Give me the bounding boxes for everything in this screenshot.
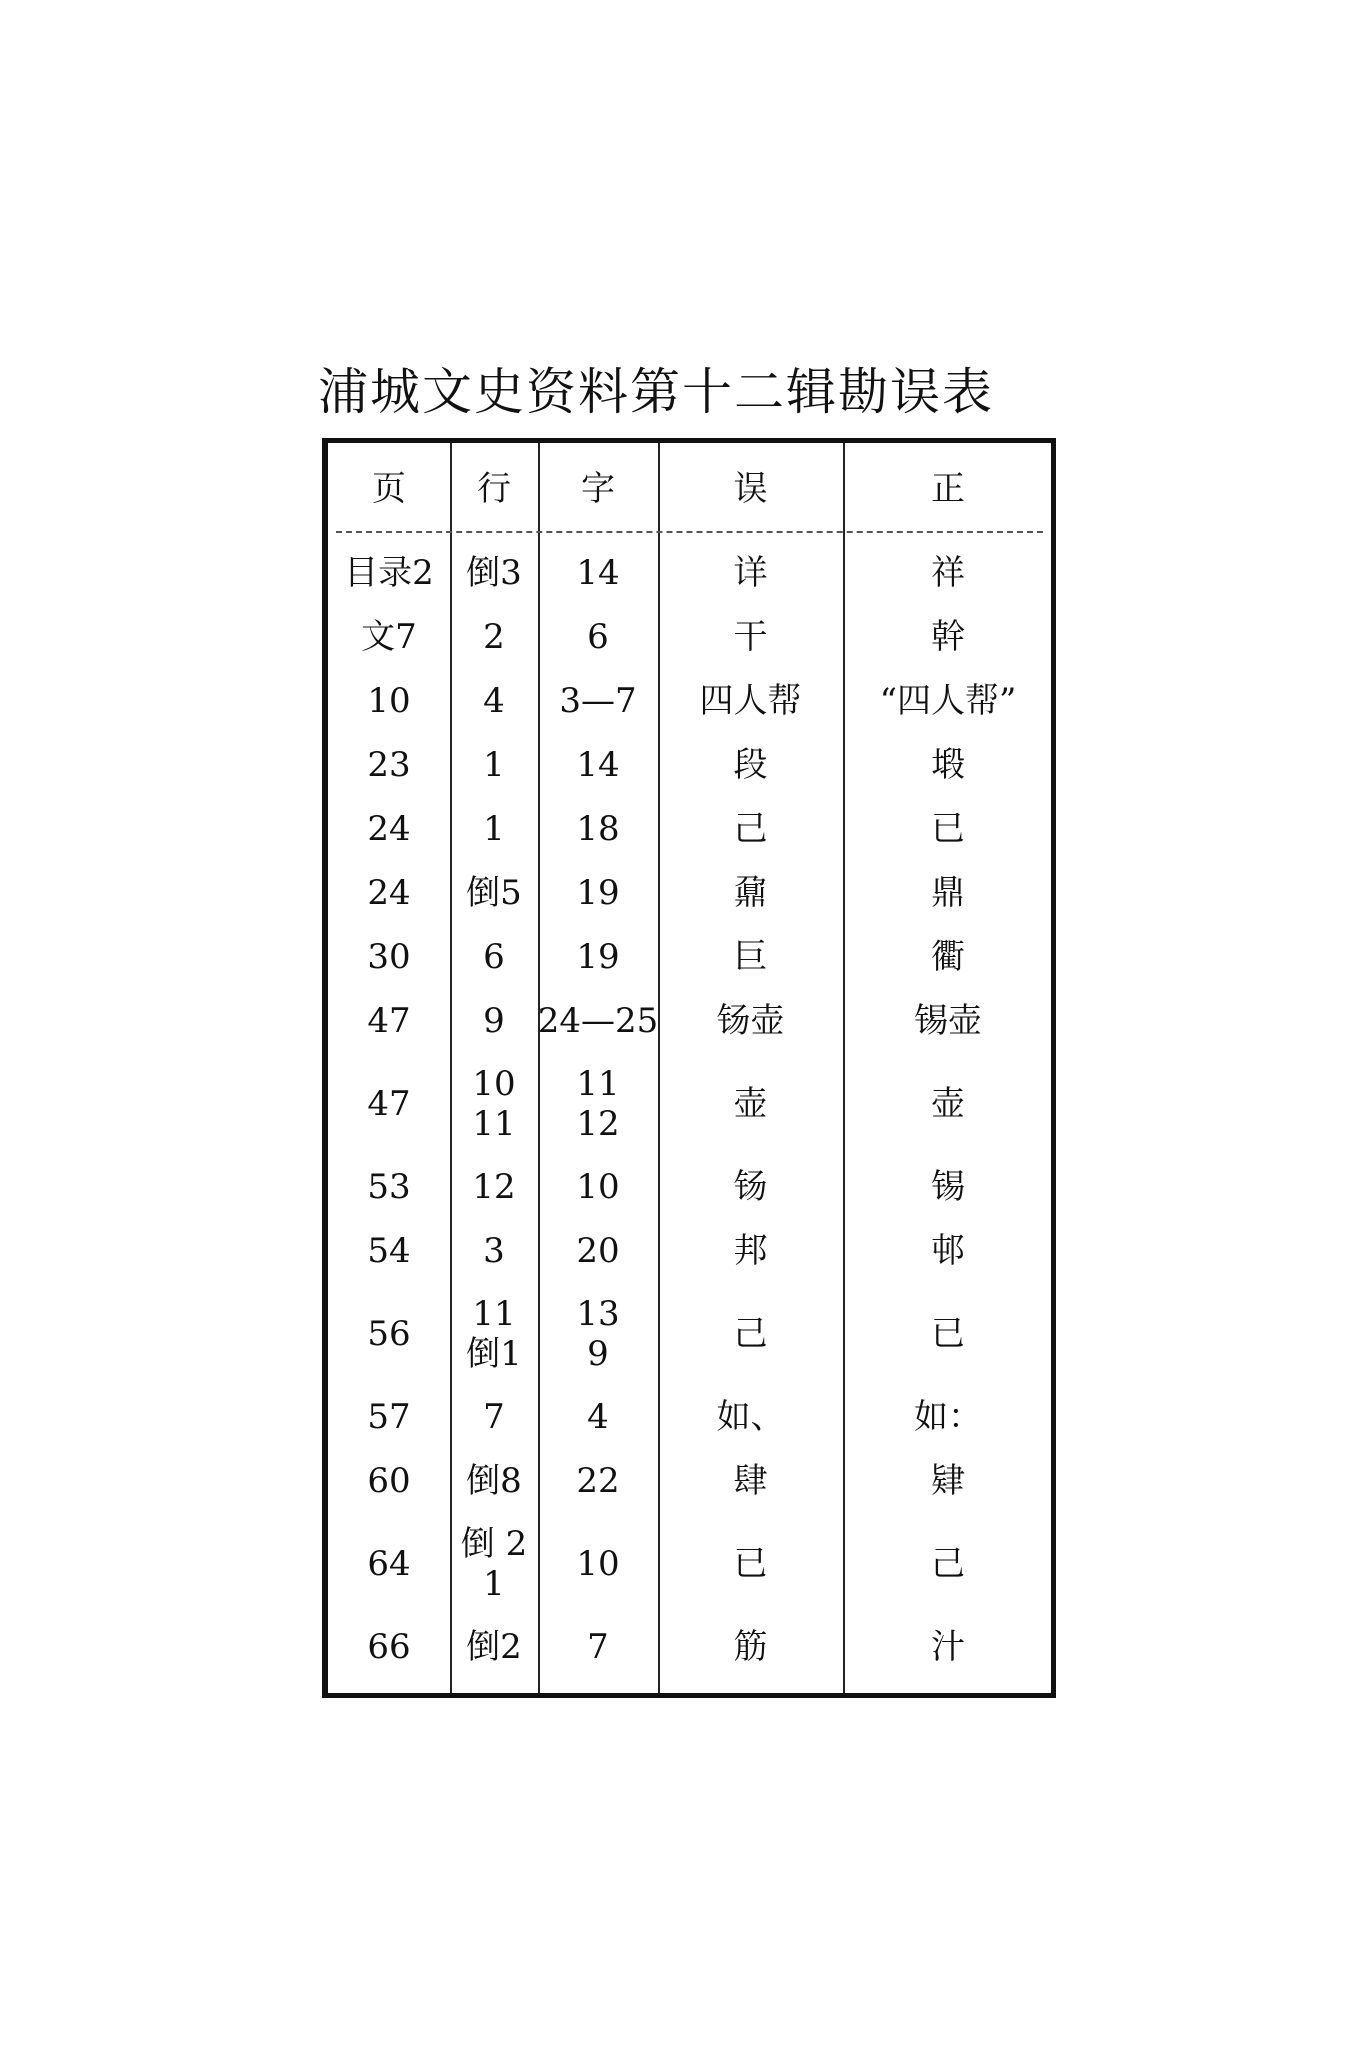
cell-page: 60	[367, 1461, 411, 1501]
cell-line: 倒 2 1	[460, 1524, 528, 1604]
header-separator	[336, 531, 1043, 533]
cell-right: 鼎	[931, 873, 965, 913]
cell-wrong: 钖壶	[716, 1001, 785, 1041]
cell-page: 56	[367, 1314, 411, 1354]
header-right: 正	[931, 468, 965, 509]
cell-wrong: 肆	[733, 1461, 768, 1501]
cell-right: 己	[931, 1544, 965, 1584]
header-wrong: 误	[733, 468, 768, 509]
cell-page: 54	[367, 1231, 411, 1271]
cell-line: 6	[483, 937, 505, 977]
cell-line: 2	[483, 617, 505, 657]
cell-page: 47	[367, 1084, 411, 1124]
errata-table	[322, 438, 1056, 1698]
cell-char: 20	[576, 1231, 620, 1271]
cell-right: 锡壶	[914, 1001, 982, 1041]
cell-wrong: 己	[733, 809, 768, 849]
cell-page: 10	[367, 681, 411, 721]
cell-page: 66	[367, 1627, 411, 1667]
cell-wrong: 鼐	[733, 873, 768, 913]
cell-page: 目录2	[344, 553, 434, 593]
cell-line: 倒5	[466, 873, 522, 913]
cell-page: 24	[367, 873, 411, 913]
cell-wrong: 四人帮	[699, 681, 802, 721]
cell-line: 倒3	[466, 553, 522, 593]
cell-right: 塅	[931, 745, 965, 785]
cell-char: 22	[576, 1461, 620, 1501]
cell-page: 30	[367, 937, 411, 977]
cell-char: 4	[587, 1397, 609, 1437]
cell-char: 19	[576, 937, 620, 977]
cell-char: 10	[576, 1167, 620, 1207]
cell-right: 壶	[931, 1084, 965, 1124]
cell-right: 肄	[931, 1461, 965, 1501]
cell-char: 10	[576, 1544, 620, 1584]
cell-page: 47	[367, 1001, 411, 1041]
cell-line: 4	[483, 681, 505, 721]
cell-wrong: 如、	[716, 1397, 785, 1437]
cell-wrong: 详	[733, 553, 768, 593]
header-char: 字	[581, 468, 615, 509]
cell-right: 已	[931, 1314, 965, 1354]
cell-line: 10 11	[472, 1064, 516, 1144]
cell-line: 1	[483, 745, 505, 785]
cell-wrong: 段	[733, 745, 768, 785]
cell-wrong: 筋	[733, 1627, 768, 1667]
cell-char: 14	[576, 553, 620, 593]
cell-line: 7	[483, 1397, 505, 1437]
cell-right: 已	[931, 809, 965, 849]
cell-line: 1	[483, 809, 505, 849]
cell-char: 14	[576, 745, 620, 785]
cell-char: 13 9	[576, 1294, 620, 1374]
cell-char: 7	[587, 1627, 609, 1667]
cell-page: 文7	[361, 617, 417, 657]
cell-line: 12	[472, 1167, 516, 1207]
page-title: 浦城文史资料第十二辑勘误表	[318, 363, 994, 421]
cell-wrong: 壶	[733, 1084, 768, 1124]
cell-right: 邨	[931, 1231, 965, 1271]
cell-char: 24—25	[537, 1001, 659, 1041]
cell-wrong: 已	[733, 1544, 768, 1584]
cell-wrong: 己	[733, 1314, 768, 1354]
cell-char: 18	[576, 809, 620, 849]
cell-char: 3—7	[559, 681, 637, 721]
cell-wrong: 钖	[733, 1167, 768, 1207]
cell-line: 倒2	[466, 1627, 522, 1667]
header-line: 行	[477, 468, 511, 509]
cell-line: 3	[483, 1231, 505, 1271]
cell-page: 23	[367, 745, 411, 785]
cell-line: 11 倒1	[466, 1294, 522, 1374]
cell-wrong: 巨	[733, 937, 768, 977]
header-page: 页	[372, 468, 406, 509]
cell-right: 锡	[931, 1167, 965, 1207]
cell-char: 11 12	[576, 1064, 620, 1144]
cell-page: 53	[367, 1167, 411, 1207]
cell-page: 57	[367, 1397, 411, 1437]
cell-right: 祥	[931, 553, 965, 593]
cell-wrong: 邦	[733, 1231, 768, 1271]
cell-line: 9	[483, 1001, 505, 1041]
cell-right: 如：	[914, 1397, 982, 1437]
cell-right: 幹	[931, 617, 965, 657]
cell-wrong: 干	[733, 617, 768, 657]
cell-page: 64	[367, 1544, 411, 1584]
cell-char: 6	[587, 617, 609, 657]
cell-right: 汁	[931, 1627, 965, 1667]
cell-right: “四人帮”	[879, 681, 1017, 721]
cell-line: 倒8	[466, 1461, 522, 1501]
cell-right: 衢	[931, 937, 965, 977]
cell-char: 19	[576, 873, 620, 913]
cell-page: 24	[367, 809, 411, 849]
